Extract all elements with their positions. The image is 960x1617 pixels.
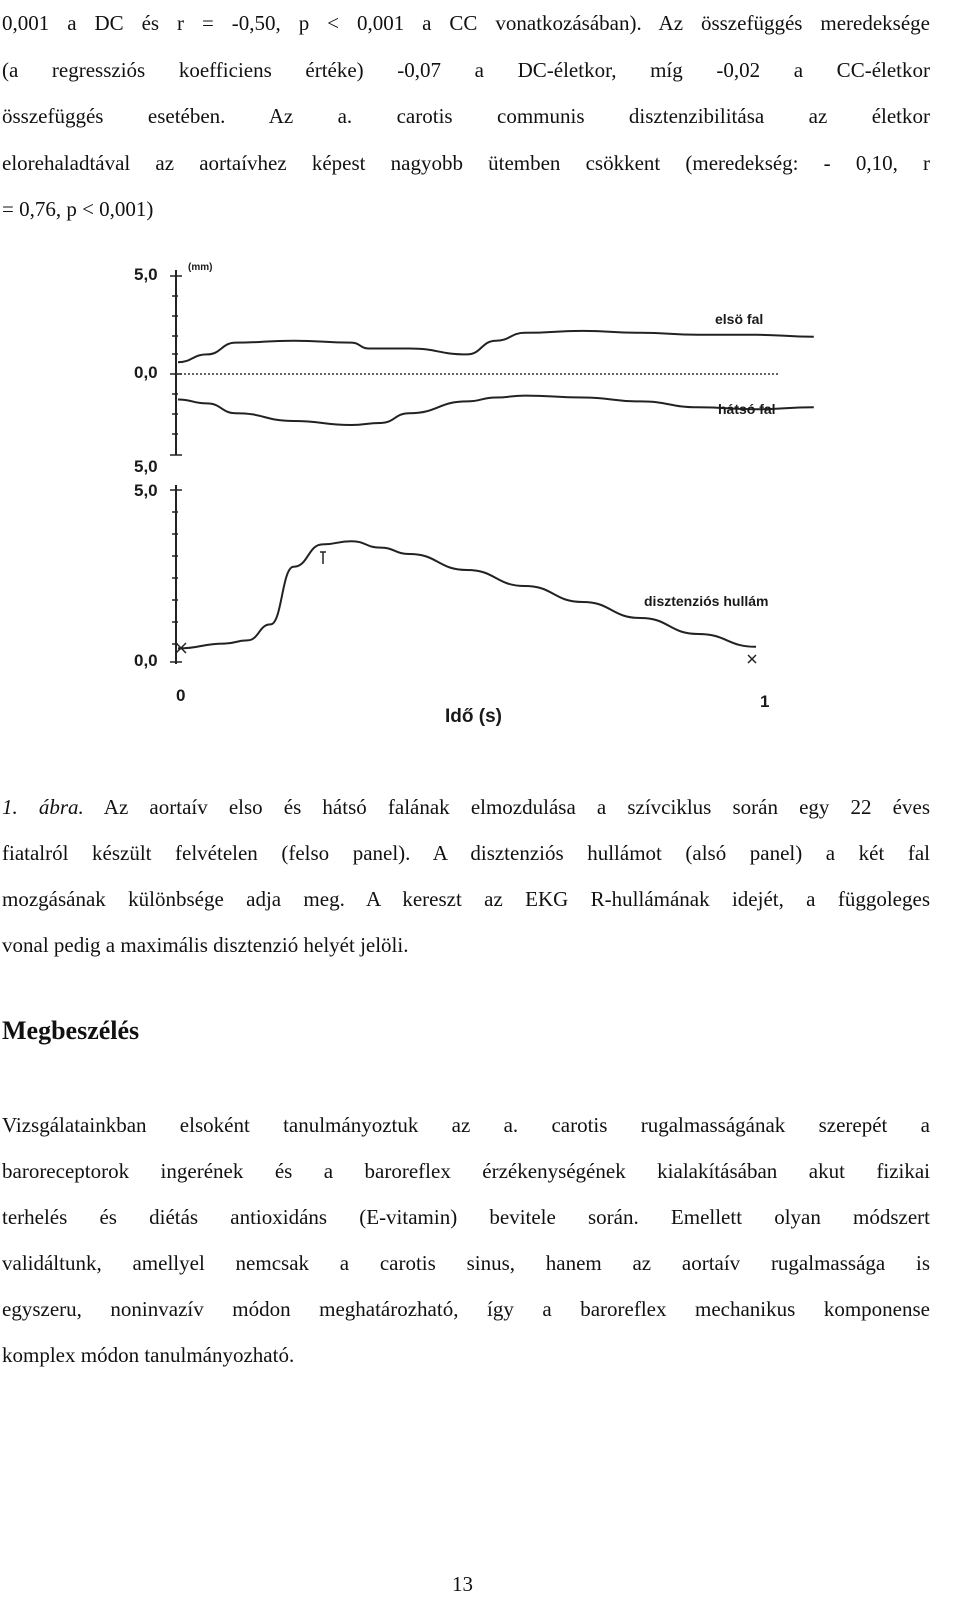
paragraph-results [2, 0, 930, 233]
figure-label: 1. ábra. [2, 795, 84, 819]
text-line: mozgásának különbsége adja meg. A kereszt az EKG R-hullámának idejét, a függoleges [2, 887, 930, 911]
top-ytick-label: 5,0 [134, 457, 158, 476]
text-line: elorehaladtával az aortaívhez képest nagyobb ütemben csökkent (meredekség: - 0,10, r [2, 150, 930, 175]
figure-caption [2, 784, 930, 968]
ecg-r-wave-cross-marker [748, 655, 756, 663]
bottom-ytick-label: 5,0 [134, 481, 158, 500]
text-line: fiatalról készült felvételen (felso panel). A disztenziós hullámot (alsó panel) a két fal [2, 841, 930, 865]
back-wall-label: hátsó fal [718, 401, 776, 417]
front-wall-label: elsö fal [715, 311, 764, 327]
top-ytick-label: 5,0 [134, 265, 158, 284]
top-ytick-label: 0,0 [134, 363, 158, 382]
front-wall-curve [178, 331, 814, 362]
figure-1 [120, 250, 820, 730]
x-tick-label: 1 [760, 692, 770, 711]
distension-wave-label: disztenziós hullám [644, 593, 769, 609]
paragraph-discussion [2, 1102, 930, 1378]
text-line: baroreceptorok ingerének és a baroreflex érzékenységének kialakításában akut fizikai [2, 1159, 930, 1183]
x-tick-label: 0 [176, 686, 186, 705]
text-line: Vizsgálatainkban elsoként tanulmányoztuk az a. carotis rugalmasságának szerepét a [2, 1113, 930, 1137]
page-number: 13 [452, 1572, 473, 1596]
text-line: egyszeru, noninvazív módon meghatározható, így a baroreflex mechanikus komponense [2, 1297, 930, 1321]
bottom-ytick-label: 0,0 [134, 651, 158, 670]
text-line: terhelés és diétás antioxidáns (E-vitamin) bevitele során. Emellett olyan módszert [2, 1205, 930, 1229]
wall-motion-chart [120, 250, 820, 730]
text-line: validáltunk, amellyel nemcsak a carotis sinus, hanem az aortaív rugalmassága is [2, 1251, 930, 1275]
text-line: összefüggés esetében. Az a. carotis communis disztenzibilitása az életkor [2, 104, 930, 128]
x-axis-label: Idő (s) [445, 706, 502, 727]
text-line: komplex módon tanulmányozható. [2, 1343, 295, 1367]
text-line: 0,001 a DC és r = -0,50, p < 0,001 a CC vonatkozásában). Az összefüggés meredeksége [2, 11, 930, 35]
caption-text: Az aortaív elso és hátsó falának elmozdulása a szívciklus során egy 22 éves [103, 795, 930, 819]
text-line: = 0,76, p < 0,001) [2, 197, 154, 221]
unit-label: (mm) [188, 262, 213, 273]
text-line: vonal pedig a maximális disztenzió helyét jelöli. [2, 933, 409, 957]
text-line: (a regressziós koefficiens értéke) -0,07 a DC-életkor, míg -0,02 a CC-életkor [2, 57, 930, 82]
max-distension-marker [320, 552, 326, 564]
section-heading: Megbeszélés [2, 1016, 140, 1045]
text-line [2, 784, 930, 830]
